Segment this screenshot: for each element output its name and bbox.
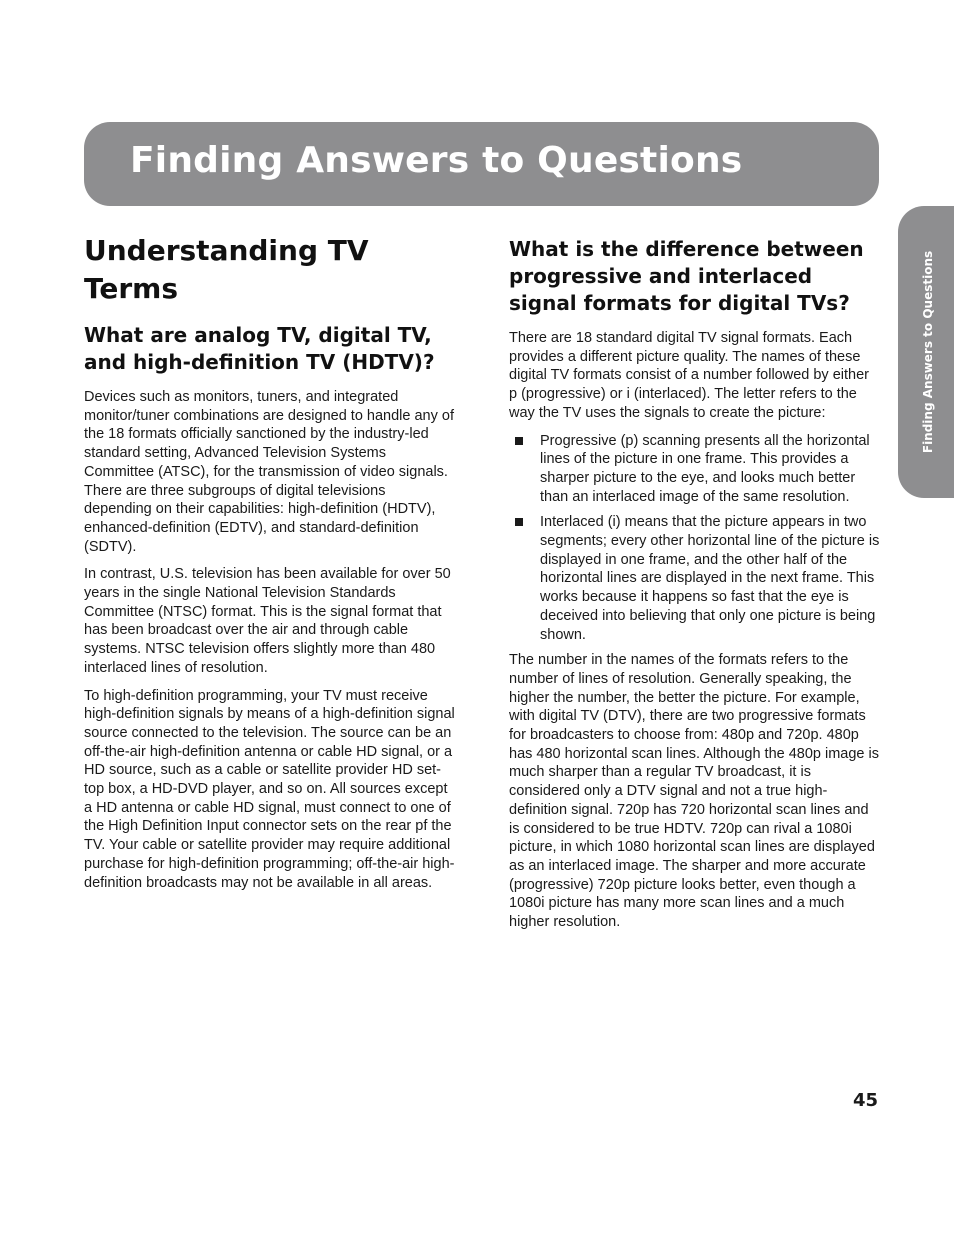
paragraph-devices: Devices such as monitors, tuners, and integrated monitor/tuner combinations are designed to handle any of the 18 formats officially sanctioned by the industry-led standard setting, Advanced Television Systems Committee (ATSC), for the transmission of video signals. There are three subgroups of digital televisions depending on their capabilities: high-definition (HDTV), enhanced-definition (EDTV), and standard-definition (SDTV). bbox=[84, 389, 454, 555]
scan-types-list bbox=[509, 432, 881, 645]
left-column bbox=[84, 232, 456, 901]
bullet-text-progressive: Progressive (p) scanning presents all the horizontal lines of the picture in one frame. This provides a sharper picture to the eye, and looks much better than an interlaced image of the same resolution. bbox=[540, 432, 870, 505]
paragraph-formats-intro: There are 18 standard digital TV signal formats. Each provides a different picture quality. The names of these digital TV formats consist of a number followed by either p (progressive) or i (interlaced). The letter refers to the way the TV uses the signals to create the picture: bbox=[509, 330, 869, 421]
right-column bbox=[509, 236, 881, 941]
paragraph-hd-sources: To high-definition programming, your TV must receive high-definition signals by means of a high-definition signal source connected to the television. The source can be an off-the-air high-definition antenna or cable HD signal, or a HD source, such as a cable or satellite provider HD set-top box, a HD-DVD player, and so on. All sources except a HD antenna or cable HD signal, must connect to one of the High Definition Input connector sets on the rear pf the TV. Your cable or satellite provider may require additional purchase for high-definition programming; off-the-air high-definition broadcasts may not be available in all areas. bbox=[84, 687, 455, 891]
paragraph-ntsc: In contrast, U.S. television has been available for over 50 years in the single National Television Standards Committee (NTSC) format. This is the signal format that has been broadcast over the air and through cable systems. NTSC television offers slightly more than 480 interlaced lines of resolution. bbox=[84, 566, 451, 676]
section-heading: Understanding TV Terms bbox=[84, 234, 369, 305]
list-item bbox=[509, 513, 881, 644]
square-bullet-icon bbox=[515, 518, 523, 526]
bullet-text-interlaced: Interlaced (i) means that the picture appears in two segments; every other horizontal line of the picture is displayed in one frame, and the other half of the horizontal lines are displayed in the next frame. This works because it happens so fast that the eye is deceived into believing that only one picture is being shown. bbox=[540, 514, 880, 643]
progressive-interlaced-subheading: What is the difference between progressive and interlaced signal formats for digital TVs? bbox=[509, 237, 864, 315]
paragraph-resolution: The number in the names of the formats refers to the number of lines of resolution. Generally speaking, the higher the number, the better the picture. For example, with digital TV (DTV), there are two progressive formats for broadcasters to choose from: 480p and 720p. 480p has 480 horizontal scan lines. Although the 480p image is much sharper than a regular TV broadcast, it is considered only a DTV signal and not a true high-definition signal. 720p has 720 horizontal scan lines and is considered to be true HDTV. 720p can rival a 1080i picture, in which 1080 horizontal scan lines are displayed as an interlaced image. The sharper and more accurate (progressive) 720p picture looks better, even though a 1080i picture has many more scan lines and a much higher resolution. bbox=[509, 652, 879, 931]
analog-digital-subheading: What are analog TV, digital TV, and high-definition TV (HDTV)? bbox=[84, 323, 435, 374]
page-number: 45 bbox=[853, 1090, 879, 1111]
side-tab-label: Finding Answers to Questions bbox=[921, 250, 935, 454]
page-title: Finding Answers to Questions bbox=[130, 140, 743, 181]
list-item bbox=[509, 432, 881, 507]
square-bullet-icon bbox=[515, 437, 523, 445]
